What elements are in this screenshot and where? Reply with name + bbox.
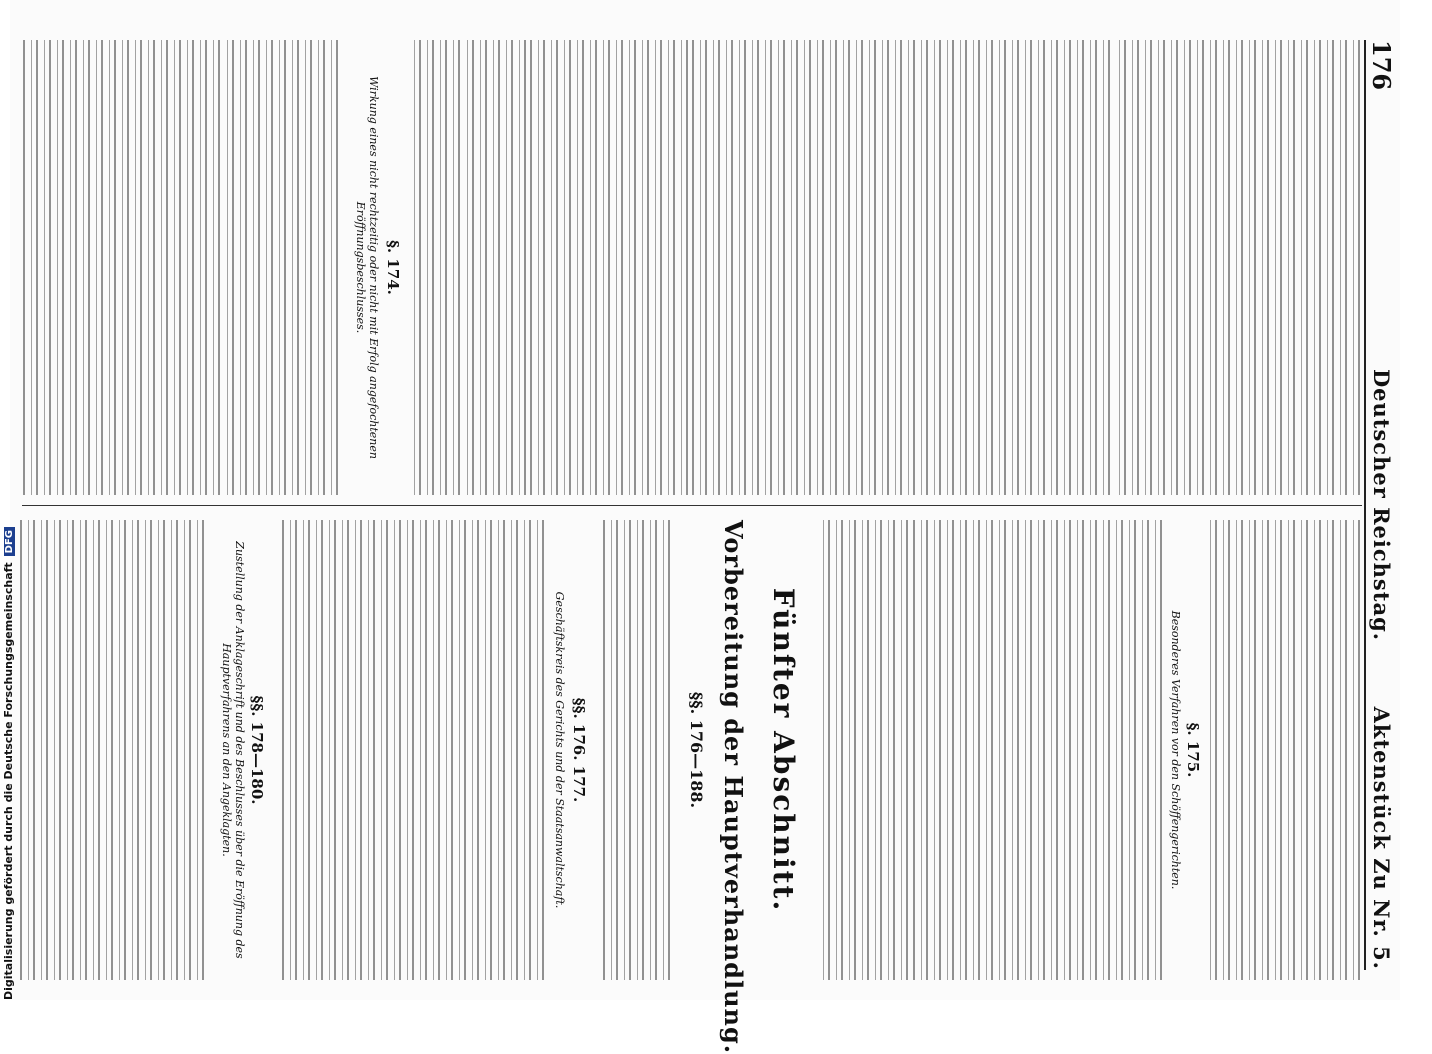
text-paragraph [20,520,204,980]
text-paragraph [1210,520,1360,980]
section-subtitle-175: Besonderes Verfahren vor den Schöffengerichten. [1169,610,1182,890]
dfg-logo: DFG [4,527,15,556]
page-number: 176 [1367,40,1396,91]
column-divider [22,505,1362,506]
section-heading-178: §§. 178—180. [248,695,266,805]
text-paragraph [464,40,526,495]
chapter-title: Vorbereitung der Hauptverhandlung. [719,520,748,1054]
digitization-credit [2,0,18,1000]
text-paragraph [226,40,338,495]
section-subtitle-174: Wirkung eines nicht rechtzeitig oder nicht mit Erfolg angefochtenen Eröffnungsbeschlusses. [354,76,380,459]
text-paragraph [279,520,544,980]
running-head [1364,40,1396,970]
section-heading-176: §§. 176. 177. [570,697,588,803]
section-heading-174: §. 174. [384,240,402,295]
text-paragraph [818,520,908,980]
section-subtitle-176: Geschäftskreis des Gerichts und der Staatsanwaltschaft. [553,591,566,909]
text-paragraph [20,40,220,495]
chapter-heading: Fünfter Abschnitt. [767,587,800,913]
text-paragraph [692,40,1110,495]
document-reference: Aktenstück Zu Nr. 5. [1369,706,1394,970]
chapter-section-range: §§. 176—188. [687,691,706,809]
section-heading-175: §. 175. [1184,722,1202,778]
text-paragraph [912,520,1162,980]
section-subtitle-178: Zustellung der Anklageschrift und des Beschlusses über die Eröffnung des Hauptverfahrens an den Angeklagten. [220,541,246,959]
text-paragraph [530,40,688,495]
digitization-credit-text: Digitalisierung gefördert durch die Deutsche Forschungsgemeinschaft [2,562,15,1000]
text-paragraph [600,520,670,980]
journal-title: Deutscher Reichstag. [1369,368,1394,642]
text-paragraph [1115,40,1360,495]
text-paragraph [408,40,460,495]
document-page [10,0,1400,1054]
